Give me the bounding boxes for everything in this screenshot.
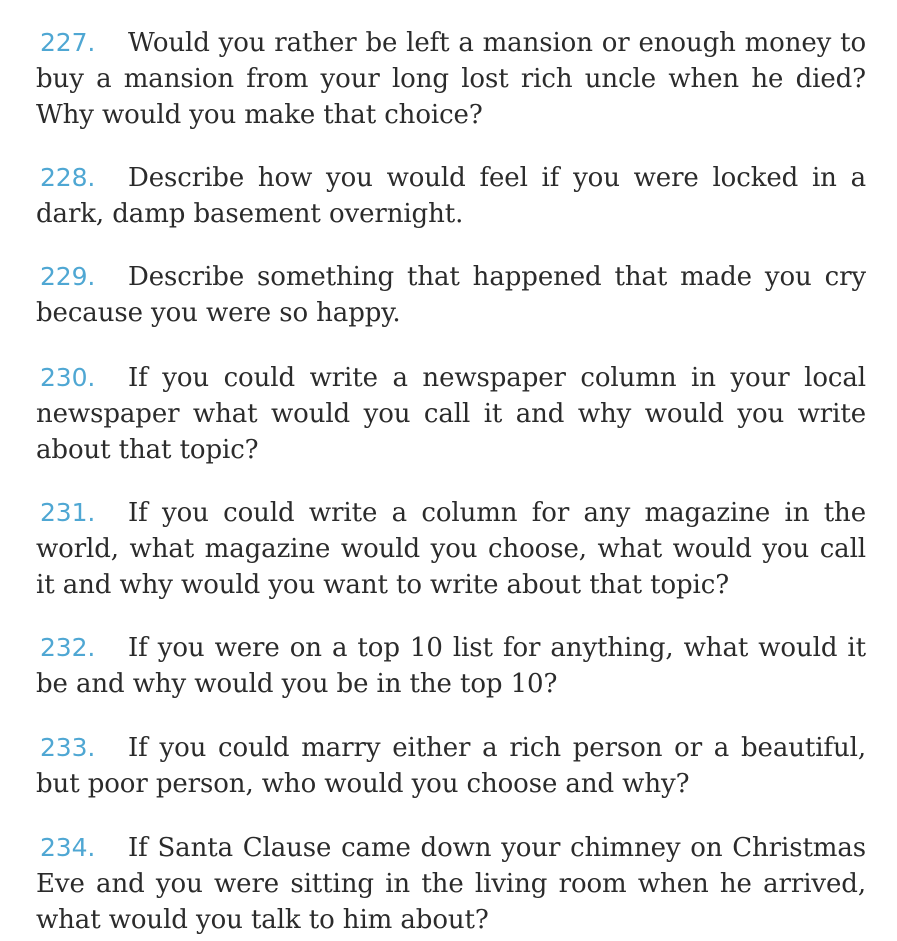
prompt-number: 231. bbox=[40, 498, 96, 527]
prompt-item bbox=[36, 259, 866, 331]
prompt-item bbox=[36, 830, 866, 938]
prompt-text: If you were on a top 10 list for anything, what would it be and why would you be in the top 10? bbox=[36, 633, 866, 699]
prompt-item bbox=[36, 630, 866, 702]
prompt-text: If Santa Clause came down your chimney on Christmas Eve and you were sitting in the living room when he arrived, what would you talk to him about? bbox=[36, 833, 866, 935]
prompt-number: 233. bbox=[40, 733, 96, 762]
prompt-text: Describe something that happened that made you cry because you were so happy. bbox=[36, 262, 866, 328]
prompt-item bbox=[36, 495, 866, 603]
prompt-number: 227. bbox=[40, 28, 96, 57]
prompt-item bbox=[36, 360, 866, 468]
prompt-item bbox=[36, 730, 866, 802]
prompt-item bbox=[36, 160, 866, 232]
prompt-text: Describe how you would feel if you were locked in a dark, damp basement overnight. bbox=[36, 163, 866, 229]
prompt-text: Would you rather be left a mansion or enough money to buy a mansion from your long lost rich uncle when he died? Why would you make that choice? bbox=[36, 28, 866, 130]
prompt-text: If you could write a newspaper column in your local newspaper what would you call it and why would you write about that topic? bbox=[36, 363, 866, 465]
prompt-number: 229. bbox=[40, 262, 96, 291]
prompt-text: If you could marry either a rich person or a beautiful, but poor person, who would you choose and why? bbox=[36, 733, 866, 799]
prompt-number: 234. bbox=[40, 833, 96, 862]
prompt-text: If you could write a column for any magazine in the world, what magazine would you choose, what would you call it and why would you want to write about that topic? bbox=[36, 498, 866, 600]
prompt-number: 230. bbox=[40, 363, 96, 392]
prompt-item bbox=[36, 25, 866, 133]
prompt-number: 232. bbox=[40, 633, 96, 662]
prompt-number: 228. bbox=[40, 163, 96, 192]
